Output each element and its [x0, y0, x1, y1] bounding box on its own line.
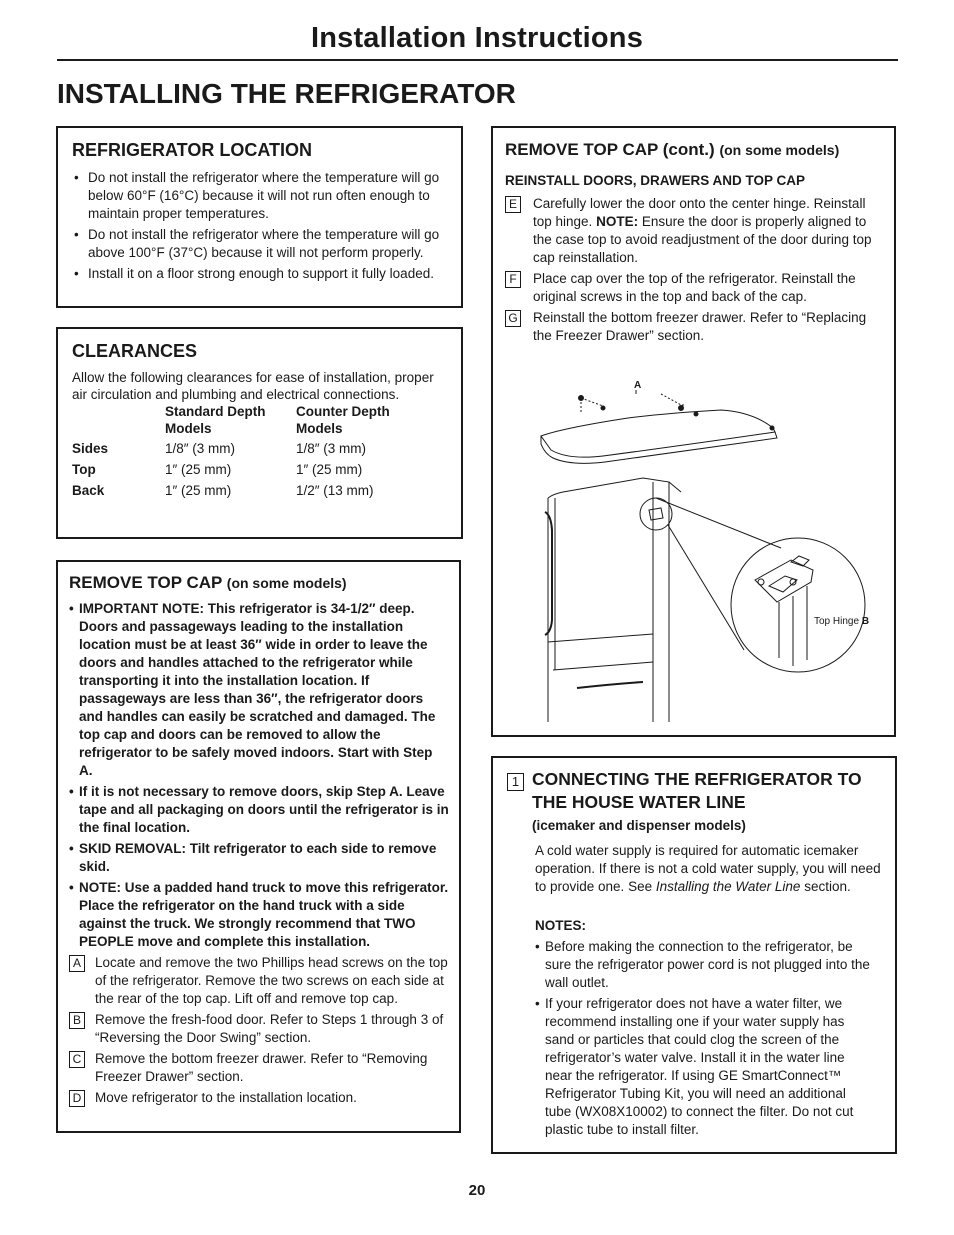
- step-c: C Remove the bottom freezer drawer. Refer to “Removing Freezer Drawer” section.: [69, 1050, 449, 1086]
- remove-cap-bullets: [69, 600, 449, 951]
- figure-label-a: A: [634, 380, 642, 391]
- list-item: • IMPORTANT NOTE: This refrigerator is 34-1/2″ deep. Doors and passageways leading to the installation location must be at least 36″ wide in order to leave the doors and handles attached to the refrigerator while transporting it into the installation location. If passageways are less than 36″, the refrigerator doors and handles can easily be scratched and damaged. The top cap and doors can be removed to allow the refrigerator to be safely moved indoors. Start with Step A.: [69, 600, 449, 780]
- step-a: A Locate and remove the two Phillips head screws on the top of the refrigerator. Remove the two screws on each side at the rear of the top cap. Lift off and remove top cap.: [69, 954, 449, 1008]
- table-row: Back 1″ (25 mm) 1/2″ (13 mm): [72, 483, 374, 498]
- location-box: [56, 126, 463, 308]
- remove-cap-box: [56, 560, 461, 1133]
- remove-cap-title: REMOVE TOP CAP (on some models): [69, 573, 347, 592]
- list-item: • Before making the connection to the refrigerator, be sure the refrigerator power cord is not plugged into the wall outlet.: [535, 938, 875, 992]
- water-line-box: [491, 756, 897, 1154]
- list-item: • Install it on a floor strong enough to support it fully loaded.: [72, 265, 449, 283]
- remove-cap-steps: [69, 954, 449, 1107]
- clearances-table: [72, 403, 406, 500]
- list-item: • If your refrigerator does not have a water filter, we recommend installing one if your water supply has sand or particles that could clog the screen of the refrigerator’s water valve. Install it in the water line near the refrigerator. If using GE SmartConnect™ Refrigerator Tubing Kit, you will need an additional tube (WX08X10002) to connect the filter. Do not cut plastic tube to install filter.: [535, 995, 875, 1139]
- notes-label: NOTES:: [535, 918, 587, 933]
- location-title: REFRIGERATOR LOCATION: [72, 140, 312, 160]
- header-title: Installation Instructions: [310, 22, 644, 54]
- water-line-title: CONNECTING THE REFRIGERATOR TO THE HOUSE WATER LINE: [532, 769, 862, 812]
- remove-cap-cont-title: REMOVE TOP CAP (cont.) (on some models): [505, 140, 840, 159]
- list-item: • Do not install the refrigerator where the temperature will go above 100°F (37°C) because it will not perform properly.: [72, 226, 449, 262]
- water-notes: [535, 938, 875, 1142]
- clearances-intro: Allow the following clearances for ease of installation, proper air circulation and plumbing and electrical connections.: [72, 370, 434, 402]
- clearances-box: [56, 327, 463, 539]
- step-e: E Carefully lower the door onto the center hinge. Reinstall top hinge. NOTE: Ensure the door is properly aligned to the case top to avoid readjustment of the door during top cap reinstallation.: [505, 195, 882, 267]
- table-row: Top 1″ (25 mm) 1″ (25 mm): [72, 462, 363, 477]
- water-line-subtitle: (icemaker and dispenser models): [532, 818, 746, 833]
- list-item: • NOTE: Use a padded hand truck to move this refrigerator. Place the refrigerator on the hand truck with a side against the truck. We strongly recommend that TWO PEOPLE move and complete this installation.: [69, 879, 449, 951]
- reinstall-subtitle: REINSTALL DOORS, DRAWERS AND TOP CAP: [505, 173, 806, 188]
- table-row: Sides 1/8″ (3 mm) 1/8″ (3 mm): [72, 441, 367, 456]
- header-rule: [57, 59, 898, 61]
- list-item: • If it is not necessary to remove doors, skip Step A. Leave tape and all packaging on doors until the refrigerator is in the final location.: [69, 783, 449, 837]
- step-d: D Move refrigerator to the installation location.: [69, 1089, 449, 1107]
- col-header-counter: Counter Depth Models: [296, 404, 390, 436]
- page-number: 20: [468, 1182, 486, 1199]
- step-b: B Remove the fresh-food door. Refer to Steps 1 through 3 of “Reversing the Door Swing” section.: [69, 1011, 449, 1047]
- step-f: F Place cap over the top of the refrigerator. Reinstall the original screws in the top and back of the cap.: [505, 270, 882, 306]
- location-bullets: [72, 169, 449, 283]
- step-g: G Reinstall the bottom freezer drawer. Refer to “Replacing the Freezer Drawer” section.: [505, 309, 882, 345]
- col-header-standard: Standard Depth Models: [165, 404, 266, 436]
- list-item: • Do not install the refrigerator where the temperature will go below 60°F (16°C) because it will not run often enough to maintain proper temperatures.: [72, 169, 449, 223]
- figure-label-hinge: Top Hinge B: [814, 616, 870, 627]
- clearances-title: CLEARANCES: [72, 341, 198, 361]
- list-item: • SKID REMOVAL: Tilt refrigerator to each side to remove skid.: [69, 840, 449, 876]
- top-cap-figure: [493, 370, 894, 732]
- step-number: 1: [507, 773, 524, 791]
- main-title: INSTALLING THE REFRIGERATOR: [57, 78, 516, 109]
- water-line-intro: A cold water supply is required for automatic icemaker operation. If there is not a cold water supply, you will need to provide one. See Installing the Water Line section.: [535, 843, 881, 894]
